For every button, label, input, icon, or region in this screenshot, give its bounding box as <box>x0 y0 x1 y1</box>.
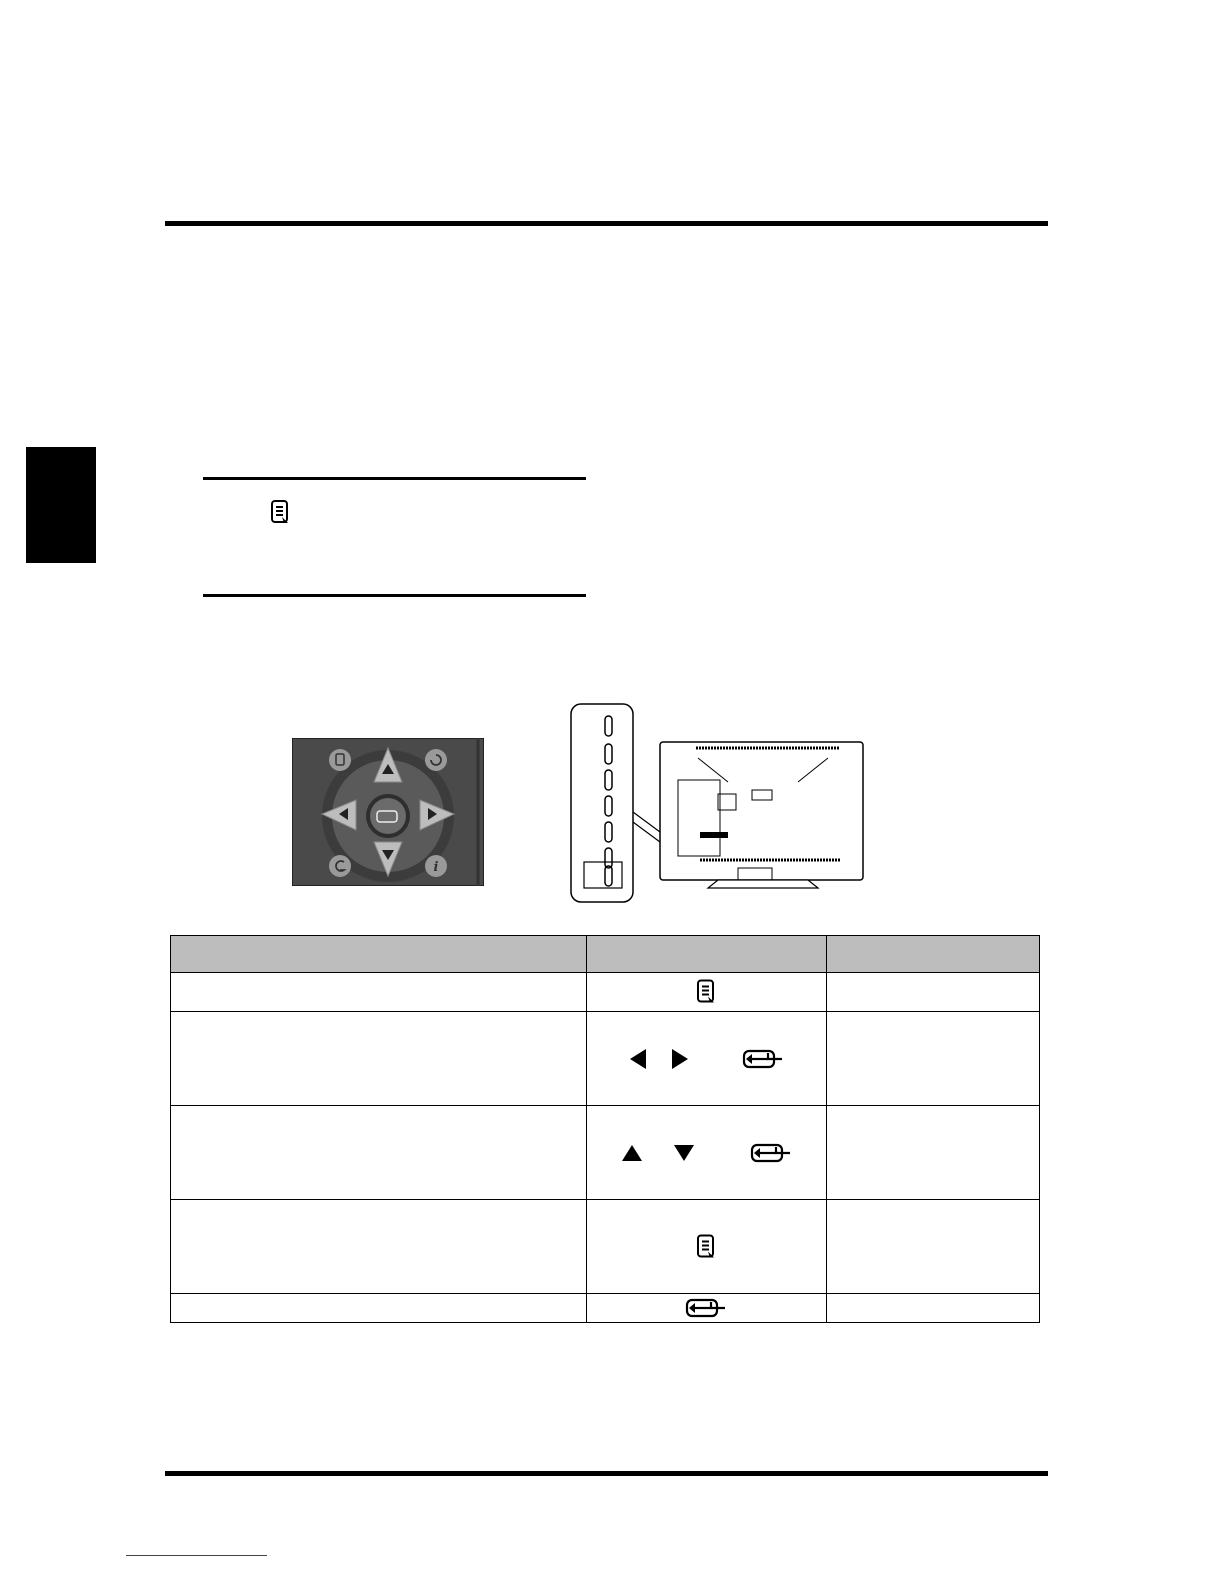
row-buttons <box>586 1294 826 1323</box>
row-note <box>826 1106 1039 1200</box>
table-row <box>171 1106 1040 1200</box>
row-buttons <box>586 973 826 1012</box>
row-note <box>826 1012 1039 1106</box>
svg-text:i: i <box>433 860 439 875</box>
table-row <box>171 1294 1040 1323</box>
header-rule <box>165 221 1048 226</box>
remote-control-figure <box>292 738 484 886</box>
menu-icon <box>270 500 290 525</box>
right-arrow-icon <box>670 1047 690 1071</box>
language-side-tab <box>26 447 96 563</box>
row-action <box>171 1200 587 1294</box>
row-buttons <box>586 1200 826 1294</box>
footer-link-underline[interactable] <box>126 1555 267 1556</box>
enter-icon <box>750 1143 792 1163</box>
enter-icon <box>742 1049 784 1069</box>
down-arrow-icon <box>672 1143 696 1163</box>
menu-icon <box>696 1233 716 1261</box>
table-row <box>171 1012 1040 1106</box>
row-action <box>171 1012 587 1106</box>
tv-back-figure <box>568 702 868 904</box>
table-header-note <box>826 936 1039 973</box>
enter-icon <box>685 1298 727 1318</box>
row-action <box>171 1106 587 1200</box>
menu-icon <box>696 978 716 1006</box>
table-row <box>171 973 1040 1012</box>
table-header-action <box>171 936 587 973</box>
row-note <box>826 1294 1039 1323</box>
table-header-buttons <box>586 936 826 973</box>
row-buttons <box>586 1012 826 1106</box>
row-note <box>826 973 1039 1012</box>
footer-rule <box>165 1471 1048 1476</box>
operations-table <box>170 935 1040 1323</box>
row-action <box>171 1294 587 1323</box>
row-note <box>826 1200 1039 1294</box>
row-action <box>171 973 587 1012</box>
note-rule-top <box>203 477 586 480</box>
left-arrow-icon <box>628 1047 648 1071</box>
row-buttons <box>586 1106 826 1200</box>
note-rule-bottom <box>203 594 586 597</box>
table-row <box>171 1200 1040 1294</box>
up-arrow-icon <box>620 1143 644 1163</box>
